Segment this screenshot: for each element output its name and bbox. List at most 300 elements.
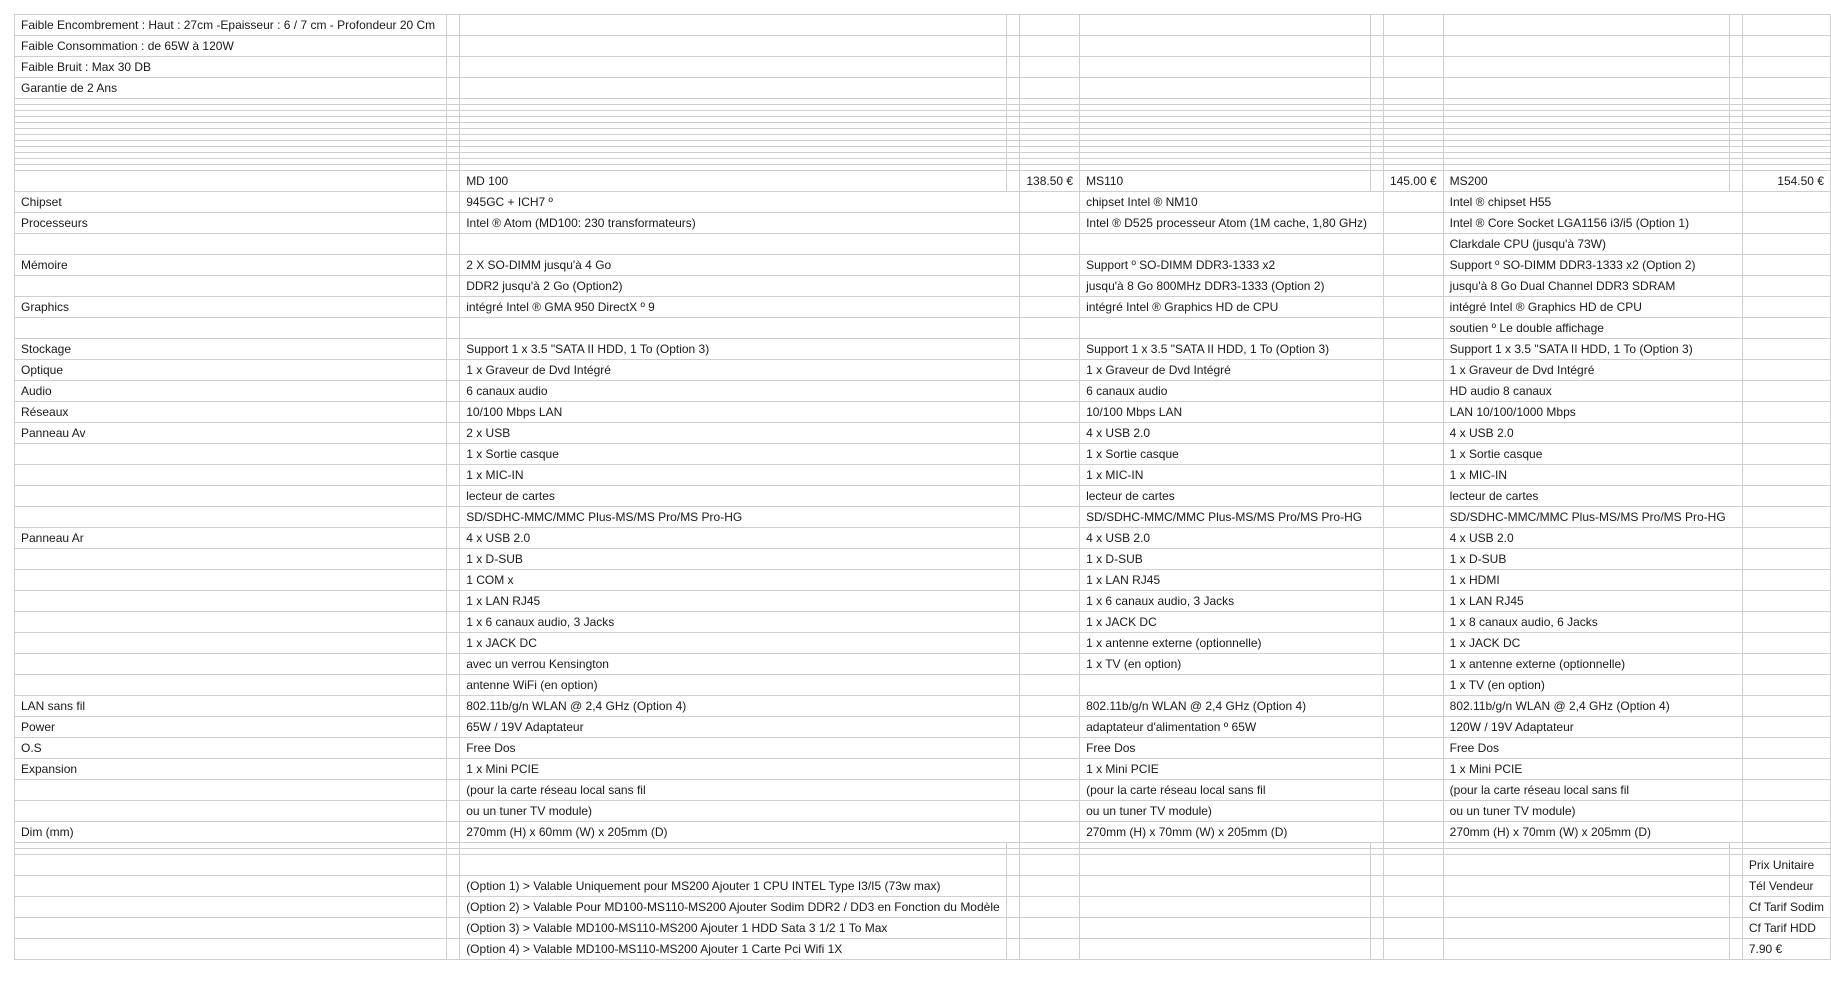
spec-ms200[interactable]: HD audio 8 canaux	[1443, 381, 1742, 402]
spec-ms200[interactable]: jusqu'à 8 Go Dual Channel DDR3 SDRAM	[1443, 276, 1742, 297]
sheet-cell[interactable]	[1370, 78, 1383, 99]
spec-ms110[interactable]: adaptateur d'alimentation º 65W	[1080, 717, 1384, 738]
option-price[interactable]: 7.90 €	[1742, 939, 1830, 960]
spec-label[interactable]: Processeurs	[15, 213, 447, 234]
sheet-cell[interactable]	[1443, 918, 1729, 939]
sheet-cell[interactable]	[1007, 855, 1020, 876]
spec-ms200[interactable]: Support º SO-DIMM DDR3-1333 x2 (Option 2)	[1443, 255, 1742, 276]
sheet-cell[interactable]	[447, 57, 460, 78]
spec-ms200[interactable]: 1 x Sortie casque	[1443, 444, 1742, 465]
spec-label[interactable]	[15, 465, 447, 486]
spec-ms200[interactable]: soutien º Le double affichage	[1443, 318, 1742, 339]
sheet-cell[interactable]	[1742, 465, 1830, 486]
spec-label[interactable]: Power	[15, 717, 447, 738]
spec-ms110[interactable]: Support º SO-DIMM DDR3-1333 x2	[1080, 255, 1384, 276]
sheet-cell[interactable]	[1020, 570, 1080, 591]
sheet-cell[interactable]	[1383, 591, 1443, 612]
sheet-cell[interactable]	[1007, 171, 1020, 192]
spec-md100[interactable]: 1 x D-SUB	[460, 549, 1020, 570]
sheet-cell[interactable]	[1742, 780, 1830, 801]
spec-ms200[interactable]: 1 x Mini PCIE	[1443, 759, 1742, 780]
spec-label[interactable]: Audio	[15, 381, 447, 402]
sheet-cell[interactable]	[447, 507, 460, 528]
sheet-cell[interactable]	[1742, 507, 1830, 528]
spec-ms200[interactable]: Clarkdale CPU (jusqu'à 73W)	[1443, 234, 1742, 255]
sheet-cell[interactable]	[1020, 507, 1080, 528]
sheet-cell[interactable]	[1370, 171, 1383, 192]
spec-label[interactable]	[15, 675, 447, 696]
sheet-cell[interactable]	[1007, 939, 1020, 960]
sheet-cell[interactable]	[1007, 78, 1020, 99]
sheet-cell[interactable]	[1729, 171, 1742, 192]
sheet-cell[interactable]	[447, 612, 460, 633]
sheet-cell[interactable]	[1383, 717, 1443, 738]
spec-ms110[interactable]: 1 x TV (en option)	[1080, 654, 1384, 675]
spec-ms110[interactable]: 4 x USB 2.0	[1080, 528, 1384, 549]
sheet-cell[interactable]	[1370, 15, 1383, 36]
spec-md100[interactable]: 945GC + ICH7 º	[460, 192, 1020, 213]
spec-label[interactable]: Mémoire	[15, 255, 447, 276]
option-price[interactable]: Cf Tarif Sodim	[1742, 897, 1830, 918]
sheet-cell[interactable]	[1742, 78, 1830, 99]
sheet-cell[interactable]	[1742, 423, 1830, 444]
sheet-cell[interactable]	[1383, 213, 1443, 234]
sheet-cell[interactable]	[1383, 759, 1443, 780]
sheet-cell[interactable]	[1742, 549, 1830, 570]
spec-ms110[interactable]: 1 x 6 canaux audio, 3 Jacks	[1080, 591, 1384, 612]
spec-md100[interactable]: 270mm (H) x 60mm (W) x 205mm (D)	[460, 822, 1020, 843]
sheet-cell[interactable]	[1383, 675, 1443, 696]
sheet-cell[interactable]	[1742, 402, 1830, 423]
spec-ms110[interactable]: ou un tuner TV module)	[1080, 801, 1384, 822]
spec-ms110[interactable]: 1 x Sortie casque	[1080, 444, 1384, 465]
spec-md100[interactable]: 1 x Graveur de Dvd Intégré	[460, 360, 1020, 381]
sheet-cell[interactable]	[1729, 15, 1742, 36]
sheet-cell[interactable]	[1020, 612, 1080, 633]
spec-md100[interactable]: 1 x 6 canaux audio, 3 Jacks	[460, 612, 1020, 633]
sheet-cell[interactable]	[1020, 36, 1080, 57]
spec-ms110[interactable]: 1 x antenne externe (optionnelle)	[1080, 633, 1384, 654]
sheet-cell[interactable]	[1742, 192, 1830, 213]
sheet-cell[interactable]	[1742, 738, 1830, 759]
sheet-cell[interactable]	[1443, 939, 1729, 960]
spec-label[interactable]: Panneau Av	[15, 423, 447, 444]
spec-ms200[interactable]: 1 x 8 canaux audio, 6 Jacks	[1443, 612, 1742, 633]
sheet-cell[interactable]	[447, 717, 460, 738]
sheet-cell[interactable]	[1020, 633, 1080, 654]
spec-md100[interactable]: 4 x USB 2.0	[460, 528, 1020, 549]
spec-md100[interactable]	[460, 234, 1020, 255]
sheet-cell[interactable]	[447, 423, 460, 444]
sheet-cell[interactable]	[1020, 381, 1080, 402]
sheet-cell[interactable]	[447, 654, 460, 675]
spec-ms110[interactable]: 1 x JACK DC	[1080, 612, 1384, 633]
spec-ms200[interactable]: LAN 10/100/1000 Mbps	[1443, 402, 1742, 423]
sheet-cell[interactable]	[447, 78, 460, 99]
sheet-cell[interactable]	[1020, 15, 1080, 36]
sheet-cell[interactable]	[1020, 876, 1080, 897]
sheet-cell[interactable]	[1080, 939, 1371, 960]
model-price[interactable]: 138.50 €	[1020, 171, 1080, 192]
sheet-cell[interactable]	[1020, 591, 1080, 612]
sheet-cell[interactable]	[1729, 939, 1742, 960]
header-note[interactable]: Faible Consommation : de 65W à 120W	[15, 36, 447, 57]
sheet-cell[interactable]	[1007, 15, 1020, 36]
spec-ms110[interactable]: 10/100 Mbps LAN	[1080, 402, 1384, 423]
sheet-cell[interactable]	[447, 444, 460, 465]
sheet-cell[interactable]	[447, 759, 460, 780]
spec-ms110[interactable]: lecteur de cartes	[1080, 486, 1384, 507]
sheet-cell[interactable]	[1729, 897, 1742, 918]
sheet-cell[interactable]	[1742, 528, 1830, 549]
spec-md100[interactable]: SD/SDHC-MMC/MMC Plus-MS/MS Pro/MS Pro-HG	[460, 507, 1020, 528]
sheet-cell[interactable]	[1383, 654, 1443, 675]
spec-label[interactable]: Réseaux	[15, 402, 447, 423]
spec-ms200[interactable]: 4 x USB 2.0	[1443, 528, 1742, 549]
spec-md100[interactable]: 2 x USB	[460, 423, 1020, 444]
sheet-cell[interactable]	[1020, 423, 1080, 444]
model-name[interactable]: MS110	[1080, 171, 1371, 192]
spec-ms110[interactable]	[1080, 675, 1384, 696]
spec-label[interactable]	[15, 591, 447, 612]
sheet-cell[interactable]	[447, 171, 460, 192]
spec-ms200[interactable]: 1 x antenne externe (optionnelle)	[1443, 654, 1742, 675]
sheet-cell[interactable]	[1020, 549, 1080, 570]
sheet-cell[interactable]	[1742, 717, 1830, 738]
spec-md100[interactable]: 1 COM x	[460, 570, 1020, 591]
sheet-cell[interactable]	[1383, 897, 1443, 918]
sheet-cell[interactable]	[1729, 876, 1742, 897]
spec-md100[interactable]: 2 X SO-DIMM jusqu'à 4 Go	[460, 255, 1020, 276]
header-note[interactable]: Faible Encombrement : Haut : 27cm -Epaisseur : 6 / 7 cm - Profondeur 20 Cm	[15, 15, 447, 36]
sheet-cell[interactable]	[447, 549, 460, 570]
sheet-cell[interactable]	[460, 855, 1007, 876]
sheet-cell[interactable]	[447, 822, 460, 843]
sheet-cell[interactable]	[1020, 78, 1080, 99]
sheet-cell[interactable]	[447, 897, 460, 918]
spec-md100[interactable]: 65W / 19V Adaptateur	[460, 717, 1020, 738]
sheet-cell[interactable]	[1020, 402, 1080, 423]
sheet-cell[interactable]	[1383, 549, 1443, 570]
spec-md100[interactable]: Intel ® Atom (MD100: 230 transformateurs)	[460, 213, 1020, 234]
sheet-cell[interactable]	[1383, 234, 1443, 255]
sheet-cell[interactable]	[460, 57, 1007, 78]
sheet-cell[interactable]	[1383, 57, 1443, 78]
sheet-cell[interactable]	[1020, 939, 1080, 960]
sheet-cell[interactable]	[1742, 339, 1830, 360]
spec-ms110[interactable]: 1 x D-SUB	[1080, 549, 1384, 570]
sheet-cell[interactable]	[1742, 759, 1830, 780]
spec-ms200[interactable]: 802.11b/g/n WLAN @ 2,4 GHz (Option 4)	[1443, 696, 1742, 717]
spec-ms200[interactable]: Support 1 x 3.5 "SATA II HDD, 1 To (Option 3)	[1443, 339, 1742, 360]
sheet-cell[interactable]	[1729, 855, 1742, 876]
sheet-cell[interactable]	[1370, 36, 1383, 57]
sheet-cell[interactable]	[1383, 465, 1443, 486]
sheet-cell[interactable]	[15, 918, 447, 939]
sheet-cell[interactable]	[1020, 717, 1080, 738]
spec-ms200[interactable]: 1 x HDMI	[1443, 570, 1742, 591]
sheet-cell[interactable]	[1020, 234, 1080, 255]
sheet-cell[interactable]	[1383, 696, 1443, 717]
spec-md100[interactable]: Free Dos	[460, 738, 1020, 759]
spec-ms110[interactable]	[1080, 234, 1384, 255]
sheet-cell[interactable]	[447, 801, 460, 822]
sheet-cell[interactable]	[1729, 918, 1742, 939]
sheet-cell[interactable]	[1080, 57, 1371, 78]
spec-ms200[interactable]: 270mm (H) x 70mm (W) x 205mm (D)	[1443, 822, 1742, 843]
spec-md100[interactable]: 802.11b/g/n WLAN @ 2,4 GHz (Option 4)	[460, 696, 1020, 717]
sheet-cell[interactable]	[447, 591, 460, 612]
sheet-cell[interactable]	[1020, 465, 1080, 486]
spec-md100[interactable]: lecteur de cartes	[460, 486, 1020, 507]
sheet-cell[interactable]	[1020, 654, 1080, 675]
spec-label[interactable]	[15, 780, 447, 801]
sheet-cell[interactable]	[1742, 591, 1830, 612]
sheet-cell[interactable]	[447, 276, 460, 297]
spec-label[interactable]	[15, 633, 447, 654]
sheet-cell[interactable]	[1383, 297, 1443, 318]
sheet-cell[interactable]	[460, 15, 1007, 36]
sheet-cell[interactable]	[1020, 192, 1080, 213]
sheet-cell[interactable]	[1370, 57, 1383, 78]
spec-ms110[interactable]: Intel ® D525 processeur Atom (1M cache, 1,80 GHz)	[1080, 213, 1384, 234]
sheet-cell[interactable]	[1742, 318, 1830, 339]
spec-md100[interactable]: 1 x MIC-IN	[460, 465, 1020, 486]
spec-label[interactable]: O.S	[15, 738, 447, 759]
spec-ms110[interactable]: (pour la carte réseau local sans fil	[1080, 780, 1384, 801]
spec-ms200[interactable]: Intel ® chipset H55	[1443, 192, 1742, 213]
model-name[interactable]: MD 100	[460, 171, 1007, 192]
sheet-cell[interactable]	[1020, 360, 1080, 381]
spec-ms200[interactable]: 1 x Graveur de Dvd Intégré	[1443, 360, 1742, 381]
sheet-cell[interactable]	[1080, 918, 1371, 939]
sheet-cell[interactable]	[15, 855, 447, 876]
option-text[interactable]: (Option 1) > Valable Uniquement pour MS200 Ajouter 1 CPU INTEL Type I3/I5 (73w max)	[460, 876, 1007, 897]
sheet-cell[interactable]	[1020, 297, 1080, 318]
sheet-cell[interactable]	[1383, 876, 1443, 897]
spec-label[interactable]: Dim (mm)	[15, 822, 447, 843]
spec-md100[interactable]: 1 x JACK DC	[460, 633, 1020, 654]
sheet-cell[interactable]	[447, 486, 460, 507]
spec-md100[interactable]: ou un tuner TV module)	[460, 801, 1020, 822]
spec-label[interactable]: Optique	[15, 360, 447, 381]
sheet-cell[interactable]	[447, 36, 460, 57]
sheet-cell[interactable]	[1370, 897, 1383, 918]
sheet-cell[interactable]	[1383, 381, 1443, 402]
spec-ms110[interactable]: Support 1 x 3.5 "SATA II HDD, 1 To (Option 3)	[1080, 339, 1384, 360]
sheet-cell[interactable]	[15, 876, 447, 897]
spec-label[interactable]	[15, 486, 447, 507]
spec-ms200[interactable]: 1 x TV (en option)	[1443, 675, 1742, 696]
sheet-cell[interactable]	[447, 339, 460, 360]
sheet-cell[interactable]	[447, 297, 460, 318]
sheet-cell[interactable]	[1020, 780, 1080, 801]
sheet-cell[interactable]	[1742, 36, 1830, 57]
sheet-cell[interactable]	[1020, 213, 1080, 234]
sheet-cell[interactable]	[1443, 78, 1729, 99]
sheet-cell[interactable]	[447, 465, 460, 486]
spec-label[interactable]	[15, 318, 447, 339]
spec-label[interactable]	[15, 570, 447, 591]
sheet-cell[interactable]	[447, 696, 460, 717]
sheet-cell[interactable]	[1742, 486, 1830, 507]
model-price[interactable]: 145.00 €	[1383, 171, 1443, 192]
sheet-cell[interactable]	[1443, 36, 1729, 57]
sheet-cell[interactable]	[1742, 675, 1830, 696]
spec-label[interactable]: Stockage	[15, 339, 447, 360]
spec-md100[interactable]: 10/100 Mbps LAN	[460, 402, 1020, 423]
spec-ms200[interactable]: intégré Intel ® Graphics HD de CPU	[1443, 297, 1742, 318]
sheet-cell[interactable]	[1383, 78, 1443, 99]
spec-label[interactable]	[15, 444, 447, 465]
sheet-cell[interactable]	[1742, 360, 1830, 381]
spec-ms110[interactable]: chipset Intel ® NM10	[1080, 192, 1384, 213]
sheet-cell[interactable]	[1020, 696, 1080, 717]
sheet-cell[interactable]	[1383, 36, 1443, 57]
sheet-cell[interactable]	[1080, 855, 1371, 876]
sheet-cell[interactable]	[1742, 381, 1830, 402]
sheet-cell[interactable]	[1020, 855, 1080, 876]
sheet-cell[interactable]	[1383, 339, 1443, 360]
sheet-cell[interactable]	[1383, 255, 1443, 276]
sheet-cell[interactable]	[1383, 318, 1443, 339]
sheet-cell[interactable]	[1742, 612, 1830, 633]
sheet-cell[interactable]	[447, 255, 460, 276]
sheet-cell[interactable]	[1020, 444, 1080, 465]
spec-md100[interactable]: antenne WiFi (en option)	[460, 675, 1020, 696]
sheet-cell[interactable]	[1383, 360, 1443, 381]
spec-md100[interactable]: 1 x LAN RJ45	[460, 591, 1020, 612]
sheet-cell[interactable]	[1080, 15, 1371, 36]
sheet-cell[interactable]	[1020, 339, 1080, 360]
sheet-cell[interactable]	[1370, 918, 1383, 939]
sheet-cell[interactable]	[1007, 36, 1020, 57]
sheet-cell[interactable]	[1443, 15, 1729, 36]
sheet-cell[interactable]	[1007, 918, 1020, 939]
sheet-cell[interactable]	[1020, 759, 1080, 780]
sheet-cell[interactable]	[447, 213, 460, 234]
sheet-cell[interactable]	[1729, 57, 1742, 78]
sheet-cell[interactable]	[447, 528, 460, 549]
header-note[interactable]: Garantie de 2 Ans	[15, 78, 447, 99]
sheet-cell[interactable]	[1020, 486, 1080, 507]
sheet-cell[interactable]	[1383, 570, 1443, 591]
sheet-cell[interactable]	[447, 675, 460, 696]
spec-label[interactable]	[15, 234, 447, 255]
spec-ms200[interactable]: 1 x JACK DC	[1443, 633, 1742, 654]
spec-ms110[interactable]: 6 canaux audio	[1080, 381, 1384, 402]
sheet-cell[interactable]	[1383, 801, 1443, 822]
sheet-cell[interactable]	[15, 897, 447, 918]
sheet-cell[interactable]	[1007, 897, 1020, 918]
sheet-cell[interactable]	[447, 360, 460, 381]
sheet-cell[interactable]	[1443, 855, 1729, 876]
sheet-cell[interactable]	[1742, 633, 1830, 654]
spec-ms200[interactable]: 1 x MIC-IN	[1443, 465, 1742, 486]
spec-md100[interactable]: Support 1 x 3.5 "SATA II HDD, 1 To (Option 3)	[460, 339, 1020, 360]
sheet-cell[interactable]	[447, 192, 460, 213]
sheet-cell[interactable]	[1383, 780, 1443, 801]
sheet-cell[interactable]	[1383, 822, 1443, 843]
sheet-cell[interactable]	[1742, 570, 1830, 591]
spec-ms200[interactable]: (pour la carte réseau local sans fil	[1443, 780, 1742, 801]
spec-label[interactable]	[15, 801, 447, 822]
sheet-cell[interactable]	[1383, 855, 1443, 876]
spec-ms200[interactable]: 120W / 19V Adaptateur	[1443, 717, 1742, 738]
sheet-cell[interactable]	[1020, 738, 1080, 759]
sheet-cell[interactable]	[1383, 444, 1443, 465]
sheet-cell[interactable]	[1370, 855, 1383, 876]
spec-ms110[interactable]: Free Dos	[1080, 738, 1384, 759]
option-price[interactable]: Tél Vendeur	[1742, 876, 1830, 897]
spec-label[interactable]	[15, 276, 447, 297]
sheet-cell[interactable]	[447, 633, 460, 654]
spec-md100[interactable]: intégré Intel ® GMA 950 DirectX º 9	[460, 297, 1020, 318]
sheet-cell[interactable]	[1742, 213, 1830, 234]
sheet-cell[interactable]	[1443, 876, 1729, 897]
spec-ms200[interactable]: lecteur de cartes	[1443, 486, 1742, 507]
spec-ms110[interactable]: 1 x Graveur de Dvd Intégré	[1080, 360, 1384, 381]
spec-md100[interactable]: avec un verrou Kensington	[460, 654, 1020, 675]
sheet-cell[interactable]	[460, 36, 1007, 57]
sheet-cell[interactable]	[1080, 876, 1371, 897]
sheet-cell[interactable]	[447, 381, 460, 402]
sheet-cell[interactable]	[447, 402, 460, 423]
spec-ms200[interactable]: 4 x USB 2.0	[1443, 423, 1742, 444]
spec-ms110[interactable]: 1 x Mini PCIE	[1080, 759, 1384, 780]
spec-md100[interactable]: 6 canaux audio	[460, 381, 1020, 402]
sheet-cell[interactable]	[1020, 675, 1080, 696]
sheet-cell[interactable]	[1729, 78, 1742, 99]
sheet-cell[interactable]	[1383, 276, 1443, 297]
sheet-cell[interactable]	[1020, 528, 1080, 549]
sheet-cell[interactable]	[1742, 696, 1830, 717]
sheet-cell[interactable]	[1742, 297, 1830, 318]
sheet-cell[interactable]	[1443, 57, 1729, 78]
spec-label[interactable]	[15, 654, 447, 675]
sheet-cell[interactable]	[1742, 654, 1830, 675]
price-header[interactable]: Prix Unitaire	[1742, 855, 1830, 876]
sheet-cell[interactable]	[447, 939, 460, 960]
sheet-cell[interactable]	[1020, 57, 1080, 78]
sheet-cell[interactable]	[1383, 633, 1443, 654]
sheet-cell[interactable]	[447, 855, 460, 876]
sheet-cell[interactable]	[1020, 801, 1080, 822]
sheet-cell[interactable]	[1742, 255, 1830, 276]
sheet-cell[interactable]	[447, 318, 460, 339]
sheet-cell[interactable]	[1080, 78, 1371, 99]
spec-md100[interactable]: 1 x Sortie casque	[460, 444, 1020, 465]
sheet-cell[interactable]	[1020, 897, 1080, 918]
sheet-cell[interactable]	[1383, 738, 1443, 759]
option-text[interactable]: (Option 2) > Valable Pour MD100-MS110-MS200 Ajouter Sodim DDR2 / DD3 en Fonction du Modèle	[460, 897, 1007, 918]
sheet-cell[interactable]	[460, 78, 1007, 99]
spec-label[interactable]	[15, 612, 447, 633]
spec-ms110[interactable]: 1 x MIC-IN	[1080, 465, 1384, 486]
sheet-cell[interactable]	[1443, 897, 1729, 918]
sheet-cell[interactable]	[1370, 939, 1383, 960]
model-price[interactable]: 154.50 €	[1742, 171, 1830, 192]
sheet-cell[interactable]	[1383, 423, 1443, 444]
spec-label[interactable]	[15, 549, 447, 570]
sheet-cell[interactable]	[15, 939, 447, 960]
spec-label[interactable]: Panneau Ar	[15, 528, 447, 549]
sheet-cell[interactable]	[447, 738, 460, 759]
sheet-cell[interactable]	[1080, 36, 1371, 57]
sheet-cell[interactable]	[1383, 192, 1443, 213]
option-price[interactable]: Cf Tarif HDD	[1742, 918, 1830, 939]
sheet-cell[interactable]	[1020, 255, 1080, 276]
